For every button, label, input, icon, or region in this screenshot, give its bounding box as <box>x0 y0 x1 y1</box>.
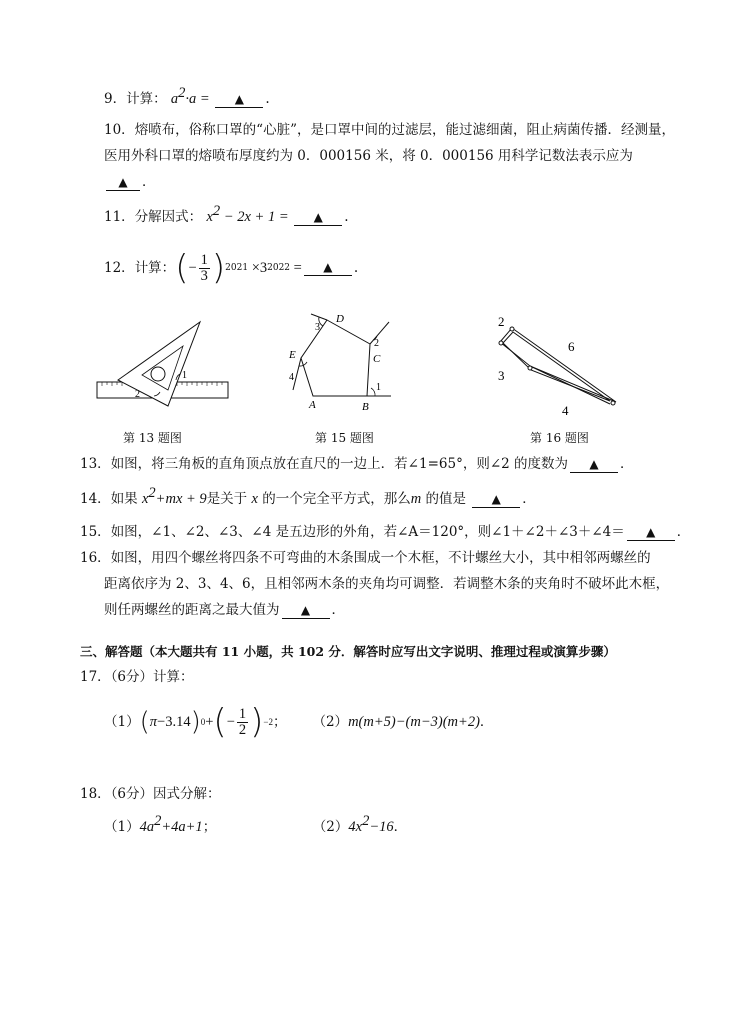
question-text: 医用外科口罩的熔喷布厚度约为 0．000156 米，将 0．000156 用科学记数法表示应为 <box>104 148 633 164</box>
triangle-icon: ▲ <box>313 210 323 224</box>
answer-blank[interactable] <box>570 457 618 473</box>
question-text: 距离依序为 2、3、4、6，且相邻两木条的夹角均可调整．若调整木条的夹角时不破坏此木框， <box>104 576 670 592</box>
question-14 <box>80 485 536 508</box>
pentagon <box>301 320 370 396</box>
period: ． <box>620 456 634 472</box>
question-number: 12． <box>104 260 135 276</box>
angle-1-arc <box>371 388 375 396</box>
angle-label-3: 3 <box>315 322 320 333</box>
variable-m: m <box>410 491 422 507</box>
math-expression: $a^2\cdot a$ = <box>170 85 214 107</box>
question-16-line-2 <box>104 575 669 593</box>
period: ． <box>479 714 494 730</box>
length-label-4: 4 <box>562 403 569 418</box>
question-number: 17． <box>80 669 111 685</box>
length-label-6: 6 <box>568 339 575 354</box>
part-2-label: （2） <box>312 714 349 730</box>
figure-15-diagram <box>285 306 395 414</box>
part-1-label: （1） <box>104 819 140 835</box>
screw-3 <box>528 366 532 370</box>
answer-blank[interactable] <box>106 175 140 191</box>
question-17-parts: （1） ( π −3.14 ) 0 + ( − $\frac{1}{2}$ ) −2 ； （2） m(m+5)−(m−3)(m+2) ． <box>104 702 494 742</box>
length-label-3: 3 <box>498 368 505 383</box>
frame-inner <box>503 332 610 401</box>
question-12: 12． 计算： ( − $\frac{1}{3}$ ) 2021 ×3 2022 = ▲ . <box>104 248 359 288</box>
angle-label-1: 1 <box>182 370 187 381</box>
math-expression: $4x^2-16$ <box>348 813 394 835</box>
triangle-icon: ▲ <box>491 492 501 506</box>
period: ． <box>522 491 536 507</box>
period: . <box>353 260 359 276</box>
question-label: 计算： <box>126 91 167 107</box>
question-18-parts <box>104 813 408 836</box>
triangle-icon: ▲ <box>234 92 244 106</box>
question-number: 15． <box>80 524 111 540</box>
question-13 <box>80 455 634 473</box>
extension-de <box>293 358 301 390</box>
question-number: 11． <box>104 209 135 225</box>
frame-outer <box>500 328 616 402</box>
question-9 <box>104 85 270 108</box>
triangle-icon: ▲ <box>118 175 128 189</box>
answer-blank[interactable] <box>627 525 675 541</box>
math-expression: $x^2 - 2x + 1$ = <box>206 203 293 225</box>
angle-label-1: 1 <box>376 382 381 393</box>
question-label: 计算： <box>134 260 176 276</box>
figure-13-diagram <box>96 318 231 408</box>
minus-sign: − <box>226 714 235 730</box>
figure-15-caption: 第 15 题图 <box>315 431 374 445</box>
part-1-label: （1） <box>104 714 140 730</box>
triangle-icon: ▲ <box>300 603 311 617</box>
question-10-line-3 <box>104 173 156 191</box>
question-number: 13． <box>80 456 111 472</box>
math-expression: −3.14 <box>157 714 191 730</box>
vertex-label-e: E <box>289 349 296 361</box>
question-18 <box>80 785 221 803</box>
period: . <box>344 209 349 225</box>
vertex-label-c: C <box>373 353 381 365</box>
question-10-line-2 <box>104 147 633 165</box>
semicolon: ； <box>202 819 217 835</box>
period: ． <box>393 819 408 835</box>
period: . <box>265 91 270 107</box>
question-text: 熔喷布，俗称口罩的“心脏”，是口罩中间的过滤层，能过滤细菌，阻止病菌传播．经测量， <box>134 122 675 138</box>
semicolon: ； <box>272 714 287 730</box>
triangle-icon: ▲ <box>646 525 656 539</box>
frame-bottom <box>530 366 610 404</box>
right-paren: ) <box>211 248 226 288</box>
question-text: 如图，将三角板的直角顶点放在直尺的一边上．若∠1=65°，则∠2 的度数为 <box>110 456 569 472</box>
question-11 <box>104 203 349 226</box>
math-expression: m(m+5)−(m−3)(m+2) <box>348 714 480 730</box>
angle-label-2: 2 <box>374 338 379 349</box>
equals-sign: = <box>290 260 302 276</box>
answer-blank[interactable] <box>282 603 330 619</box>
vertex-label-a: A <box>309 399 316 411</box>
question-label: （6分）因式分解： <box>110 786 221 802</box>
math-expression: ×3 <box>248 260 268 276</box>
minus-sign: − <box>188 260 197 276</box>
variable-x: x <box>251 491 258 507</box>
answer-blank[interactable] <box>294 210 342 226</box>
question-16-line-1 <box>80 549 651 567</box>
left-paren: ( <box>139 707 150 737</box>
screw-2 <box>510 327 514 331</box>
math-expression: $4a^2+4a+1$ <box>139 813 203 835</box>
period: ． <box>142 174 156 190</box>
question-number: 16． <box>80 550 111 566</box>
answer-blank[interactable] <box>215 92 263 108</box>
triangle-hole <box>151 367 165 381</box>
screw-1 <box>499 341 503 345</box>
question-text: 如图，用四个螺丝将四条不可弯曲的木条围成一个木框，不计螺丝大小，其中相邻两螺丝的 <box>110 550 651 566</box>
question-text: 的值是 <box>421 491 466 507</box>
period: ． <box>676 524 691 540</box>
vertex-label-b: B <box>362 401 369 413</box>
left-paren: ( <box>175 248 189 288</box>
fraction-one-half: $\frac{1}{2}$ <box>238 705 247 738</box>
question-number: 18． <box>80 786 111 802</box>
period: ． <box>331 602 345 618</box>
question-number: 10． <box>104 122 135 138</box>
triangle-icon: ▲ <box>589 457 599 471</box>
question-number: 14． <box>80 491 111 507</box>
figure-13-caption: 第 13 题图 <box>123 431 182 445</box>
math-pi: π <box>149 714 158 730</box>
part-2-label: （2） <box>312 819 349 835</box>
math-expression: $x^2+mx + 9$ <box>141 485 207 507</box>
question-16-line-3 <box>104 601 345 619</box>
question-text: 的一个完全平方式，那么 <box>257 491 411 507</box>
question-text: 是关于 <box>206 491 252 507</box>
figure-16-diagram <box>490 308 625 416</box>
figure-16-caption: 第 16 题图 <box>530 431 589 445</box>
answer-blank[interactable] <box>304 260 352 276</box>
length-label-2: 2 <box>498 314 505 329</box>
plus-sign: + <box>205 714 214 730</box>
answer-blank[interactable] <box>472 492 520 508</box>
question-17 <box>80 668 194 686</box>
section-3-title: 三、解答题（本大题共有 11 小题，共 102 分．解答时应写出文字说明、推理过程或演算步骤） <box>80 644 616 659</box>
vertex-label-d: D <box>336 313 344 325</box>
question-label: 分解因式： <box>134 209 203 225</box>
question-text: 如图，∠1、∠2、∠3、∠4 是五边形的外角，若∠A＝120°，则∠1＋∠2＋∠3＋∠4＝ <box>110 524 625 540</box>
extension-bc <box>370 322 389 344</box>
angle-label-4: 4 <box>289 372 294 383</box>
left-paren: ( <box>213 702 227 742</box>
question-10-line-1 <box>104 121 675 139</box>
question-15 <box>80 523 690 541</box>
question-text: 如果 <box>110 491 142 507</box>
question-label: （6分）计算： <box>110 669 194 685</box>
angle-label-2: 2 <box>135 389 140 400</box>
fraction-one-third: $\frac{1}{3}$ <box>200 251 208 284</box>
question-number: 9． <box>104 91 127 107</box>
triangle-icon: ▲ <box>323 260 333 274</box>
right-paren: ) <box>250 702 264 742</box>
screw-4 <box>611 401 615 405</box>
question-text: 则任两螺丝的距离之最大值为 <box>104 602 280 618</box>
right-paren: ) <box>190 707 201 737</box>
